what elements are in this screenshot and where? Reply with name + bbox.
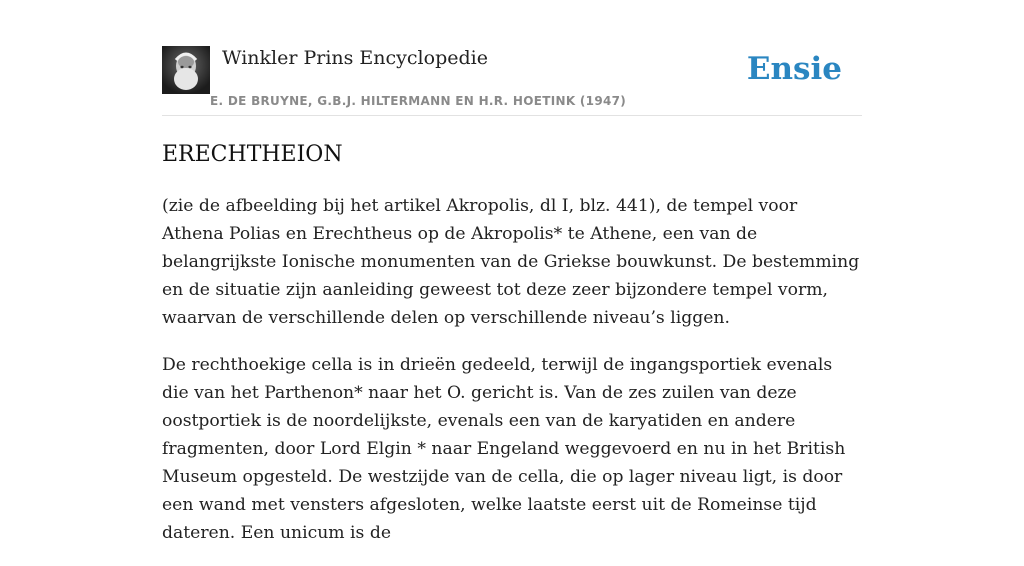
page-header (162, 46, 862, 116)
article-paragraph: (zie de afbeelding bij het artikel Akropolis, dl I, blz. 441), de tempel voor Athena Polias en Erechtheus op de Akropolis* te Athene, een van de belangrijkste Ionische monumenten van de Griekse bouwkunst. De bestemming en de situatie zijn aanleiding geweest tot deze zeer bijzondere tempel vorm, waarvan de verschillende delen op verschillende niveau’s liggen. (162, 196, 860, 328)
article-paragraph: De rechthoekige cella is in drieën gedeeld, terwijl de ingangsportiek evenals die van het Parthenon* naar het O. gericht is. Van de zes zuilen van deze oostportiek is de noordelijkste, evenals een van de karyatiden en andere fragmenten, door Lord Elgin * naar Engeland weggevoerd en nu in het British Museum opgesteld. De westzijde van de cella, die op lager niveau ligt, is door een wand met vensters afgesloten, welke laatste eerst uit de Romeinse tijd dateren. Een unicum is de (162, 355, 846, 543)
author-portrait-icon (162, 46, 210, 94)
ensie-logo[interactable]: Ensie (746, 51, 842, 87)
article-title: ERECHTHEION (162, 142, 343, 167)
authors-byline: E. DE BRUYNE, G.B.J. HILTERMANN EN H.R. HOETINK (1947) (210, 94, 627, 108)
site-title[interactable]: Winkler Prins Encyclopedie (222, 47, 488, 69)
article-body (162, 192, 862, 566)
author-avatar (162, 46, 210, 94)
